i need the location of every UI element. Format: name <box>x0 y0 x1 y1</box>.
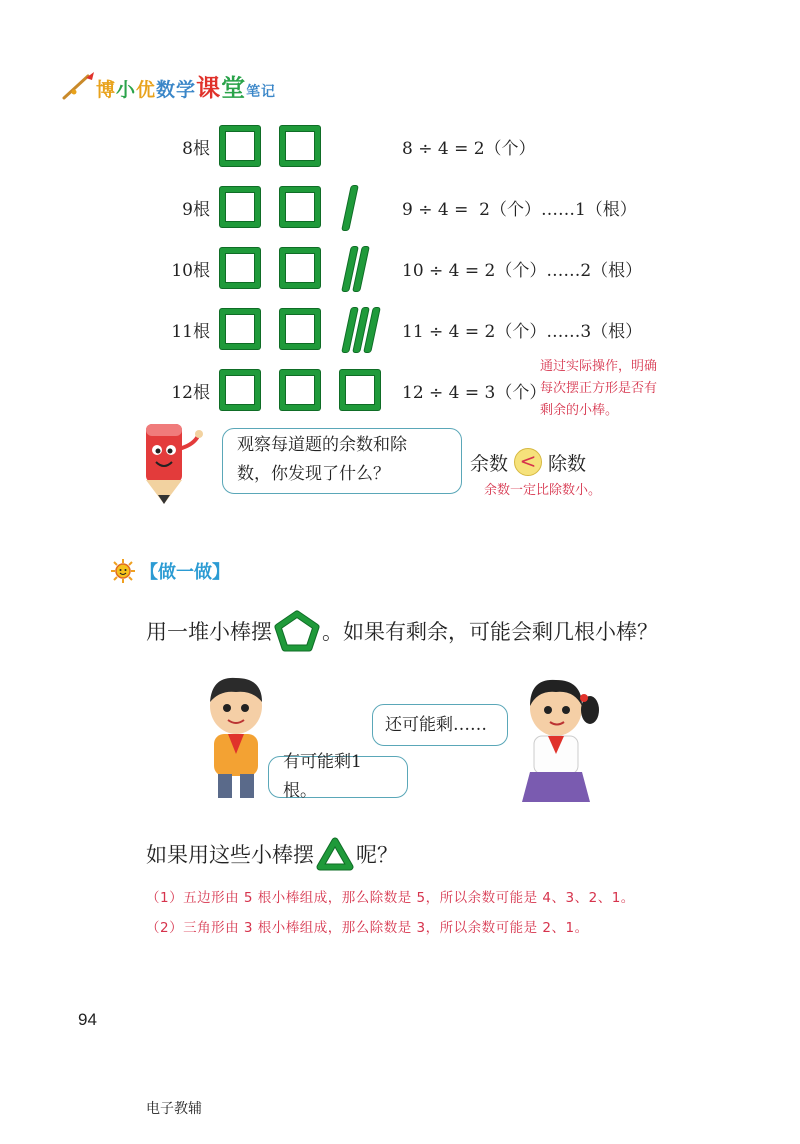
stick-square <box>280 187 320 227</box>
brush-icon <box>62 70 96 100</box>
row-label: 10根 <box>171 261 210 281</box>
side-note-line: 每次摆正方形是否有 <box>540 381 658 396</box>
stick-square <box>280 248 320 288</box>
comparison-right: 除数 <box>548 452 587 475</box>
side-note-line: 通过实际操作，明确 <box>540 359 658 374</box>
girl-speech-bubble <box>372 704 508 746</box>
triangle-sticks-icon <box>316 836 354 872</box>
sun-icon <box>110 558 136 584</box>
comparison-note: 余数一定比除数小。 <box>484 483 602 498</box>
remainder-comparison <box>470 448 586 476</box>
division-equation: 11 ÷ 4 = 2（个）……3（根） <box>402 322 643 342</box>
footer-text: 电子教辅 <box>146 1101 202 1117</box>
stick-square <box>220 126 260 166</box>
stick-square <box>220 370 260 410</box>
brand-part: 课 <box>196 73 222 102</box>
division-equation: 8 ÷ 4 = 2（个） <box>402 139 536 159</box>
section-header <box>110 558 230 584</box>
bubble-line: 数，你发现了什么？ <box>237 464 390 484</box>
pentagon-sticks-icon <box>274 610 320 652</box>
boy-speech-bubble <box>268 752 408 801</box>
division-equation: 12 ÷ 4 = 3（个） <box>402 383 547 403</box>
brand-title <box>96 68 276 103</box>
answer-2: （2）三角形由 3 根小棒组成，那么除数是 3，所以余数可能是 2、1。 <box>146 920 589 936</box>
row-label: 11根 <box>171 322 210 342</box>
task-2-text: 呢？ <box>356 843 398 867</box>
stick-square <box>280 126 320 166</box>
stick-square <box>220 187 260 227</box>
girl-bubble-text: 还可能剩…… <box>385 714 487 735</box>
side-note-line: 剩余的小棒。 <box>540 403 619 418</box>
section-title: 【做一做】 <box>140 562 230 583</box>
brand-part: 数学 <box>156 78 197 101</box>
stick-square <box>280 370 320 410</box>
brand-part: 堂 <box>221 73 247 102</box>
division-equation: 10 ÷ 4 = 2（个）……2（根） <box>402 261 643 281</box>
row-label: 12根 <box>171 383 210 403</box>
row-label: 8根 <box>182 139 210 159</box>
task-2 <box>146 836 398 872</box>
stick-square <box>280 309 320 349</box>
brand-part: 笔记 <box>246 83 277 100</box>
girl-character-icon <box>510 672 606 812</box>
single-stick <box>341 185 359 231</box>
stick-square <box>220 248 260 288</box>
comparison-left: 余数 <box>470 452 509 475</box>
brand-part: 小 <box>116 78 137 101</box>
brand-logo <box>62 68 276 102</box>
division-equation: 9 ÷ 4 = 2（个）……1（根） <box>402 200 637 220</box>
row-label: 9根 <box>182 200 210 220</box>
task-1 <box>146 610 658 652</box>
pencil-mascot-icon <box>136 418 216 506</box>
task-1-text: 用一堆小棒摆 <box>146 620 272 644</box>
brand-part: 博 <box>96 78 117 101</box>
boy-bubble-text: 有可能剩1根。 <box>283 752 362 801</box>
page-number: 94 <box>78 1010 97 1029</box>
task-2-text: 如果用这些小棒摆 <box>146 843 314 867</box>
pencil-speech-bubble <box>222 428 462 494</box>
task-1-text: 。如果有剩余，可能会剩几根小棒？ <box>322 620 658 644</box>
answer-1: （1）五边形由 5 根小棒组成，那么除数是 5，所以余数可能是 4、3、2、1。 <box>146 890 635 906</box>
stick-square <box>340 370 380 410</box>
boy-character-icon <box>196 672 276 802</box>
side-note <box>540 356 657 422</box>
less-than-symbol: < <box>514 448 542 476</box>
bubble-line: 观察每道题的余数和除 <box>237 435 407 455</box>
brand-part: 优 <box>136 78 157 101</box>
stick-square <box>220 309 260 349</box>
